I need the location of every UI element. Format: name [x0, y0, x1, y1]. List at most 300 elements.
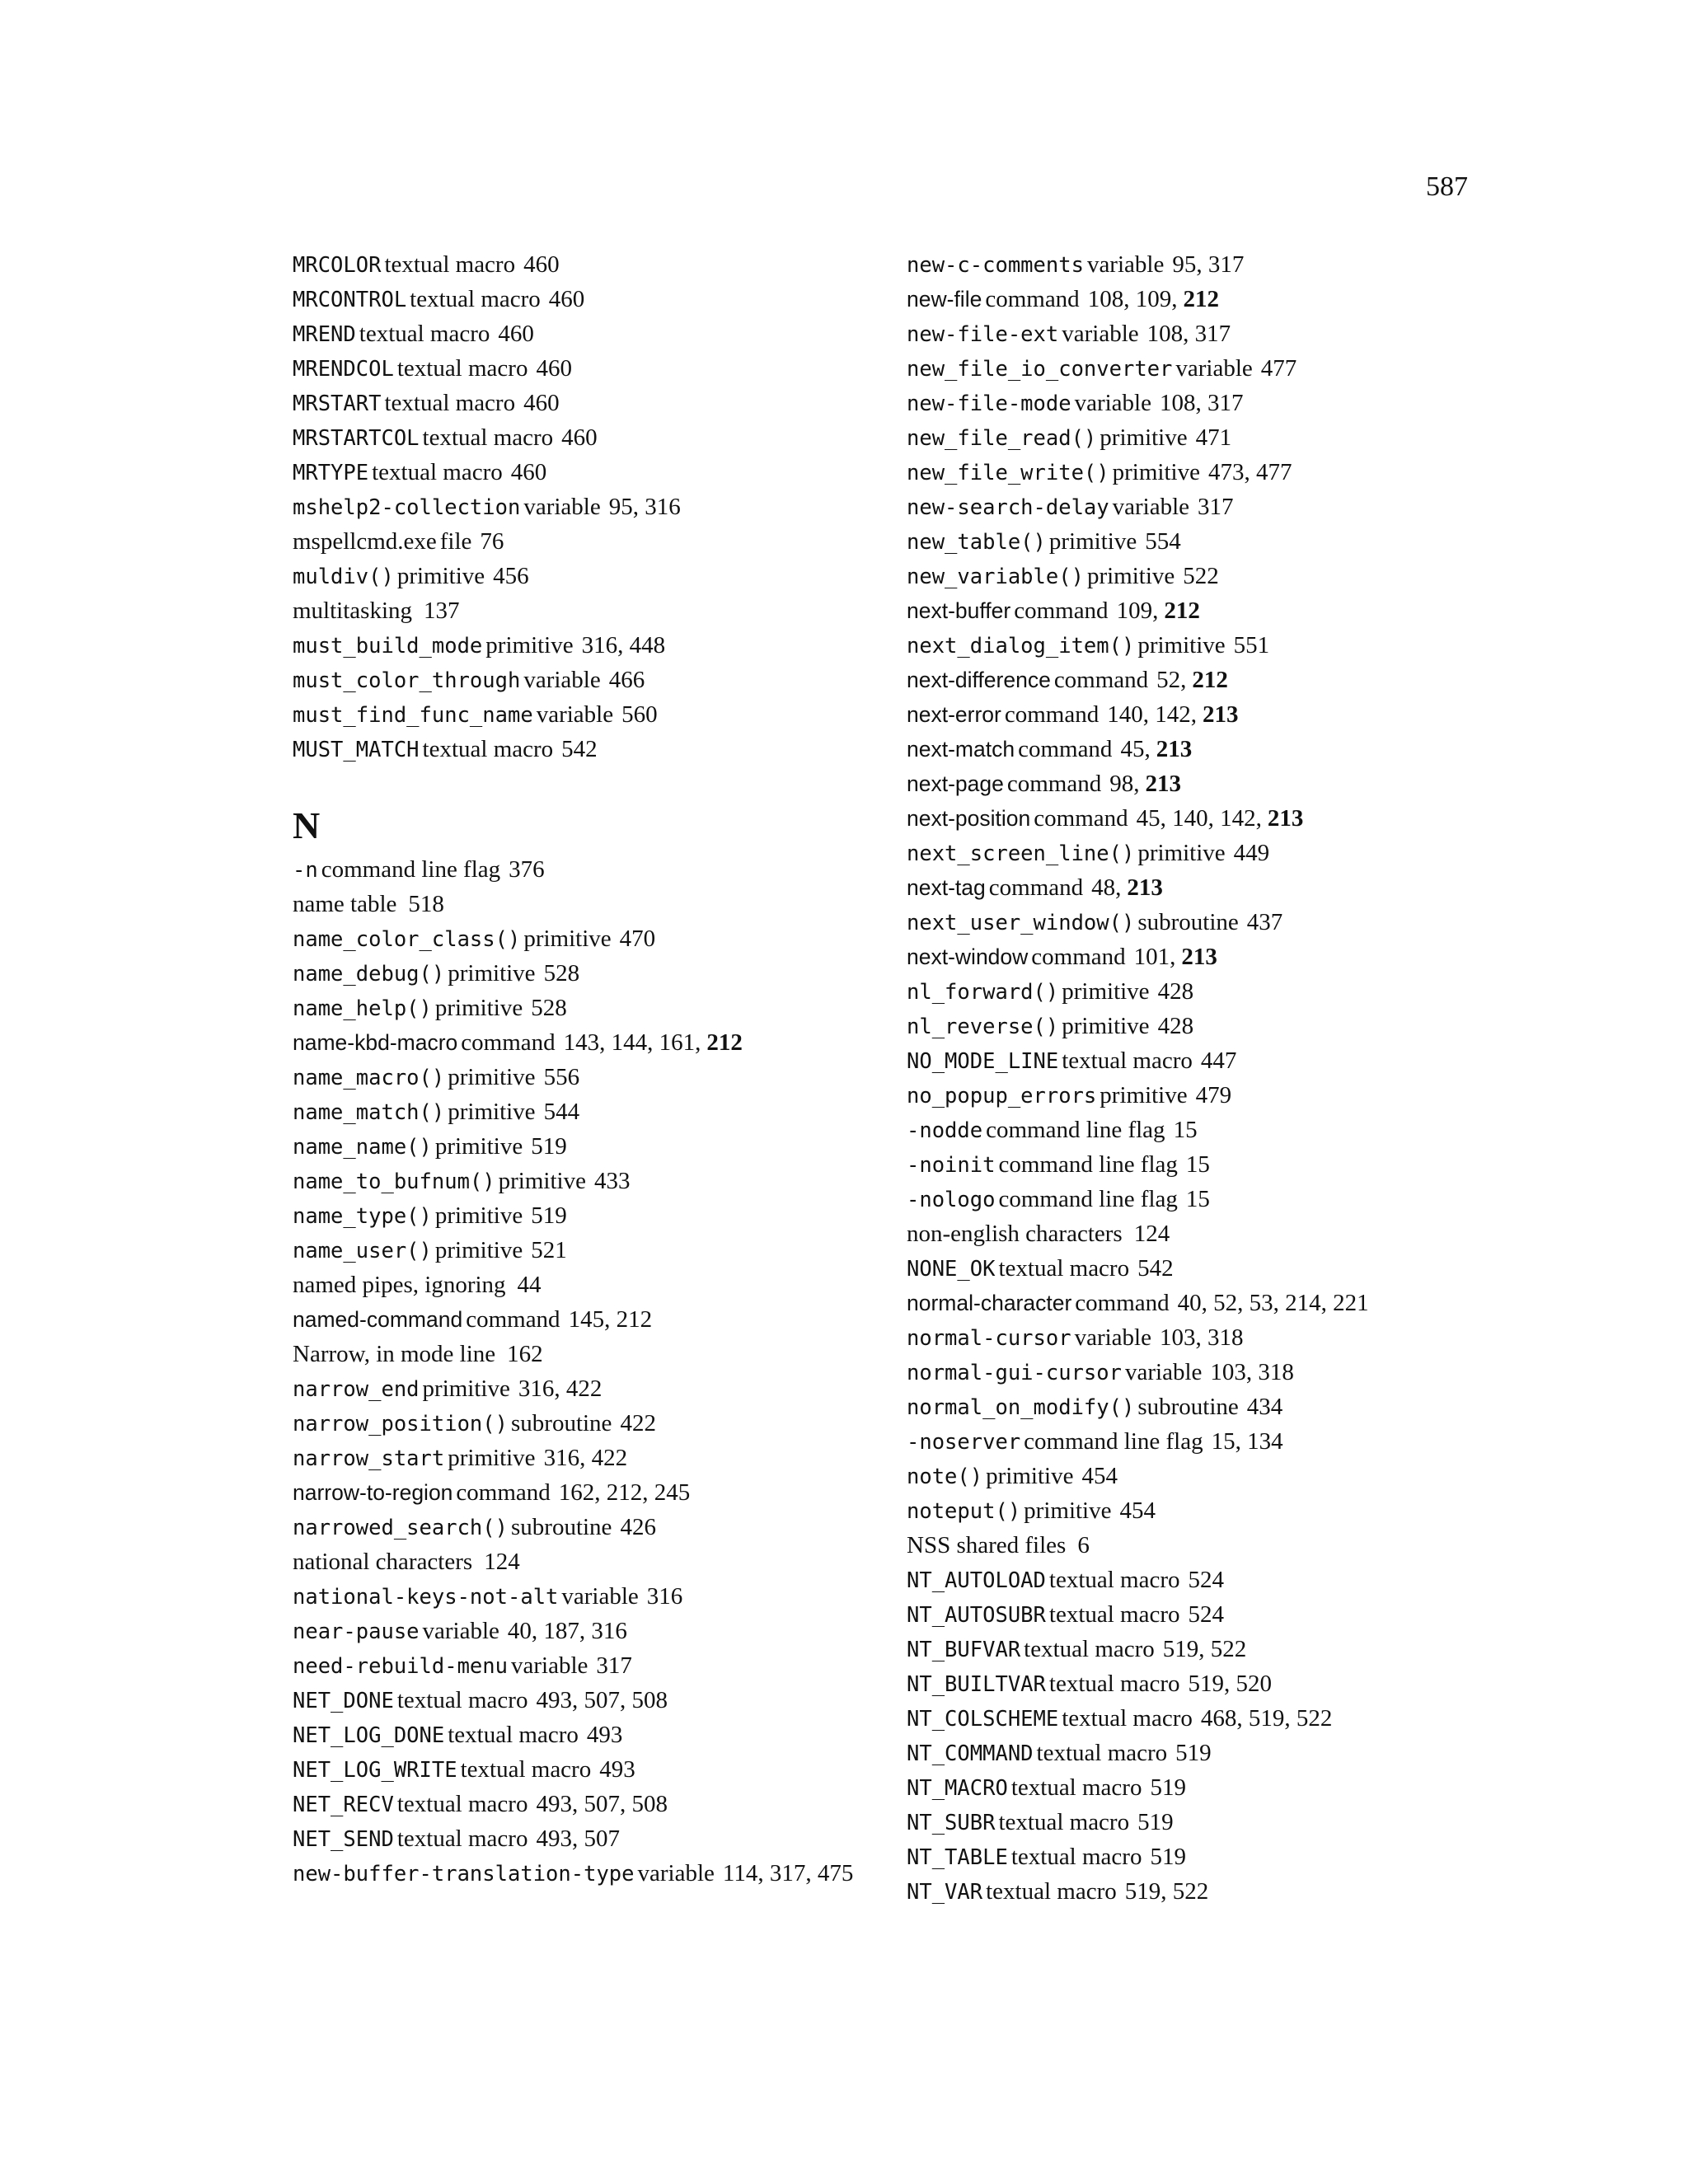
index-entry — [907, 870, 1500, 905]
page-references: 108, 317 — [1146, 321, 1231, 347]
index-entry-type: textual macro — [460, 1756, 592, 1783]
index-entry — [293, 991, 870, 1025]
index-entry — [293, 1614, 870, 1648]
index-entry — [293, 1787, 870, 1821]
index-term: narrowed_search() — [293, 1516, 508, 1540]
index-term: new-file-mode — [907, 391, 1071, 416]
index-entry-type: primitive — [1137, 840, 1226, 866]
page-references: 317 — [596, 1652, 632, 1679]
index-entry-type: command line flag — [986, 1117, 1165, 1143]
page-references: 45, 140, 142, — [1136, 805, 1262, 832]
page-references: 473, 477 — [1207, 459, 1292, 485]
primary-page-reference: 212 — [706, 1029, 743, 1056]
index-entry — [907, 559, 1500, 593]
page-references: 519, 520 — [1188, 1671, 1273, 1697]
page-references: 471 — [1195, 424, 1232, 451]
page-references: 108, 317 — [1159, 390, 1244, 416]
index-term: new-file — [907, 287, 982, 312]
index-entry-type: primitive — [434, 1133, 523, 1160]
index-entry — [293, 852, 870, 887]
primary-page-reference: 213 — [1156, 736, 1193, 762]
primary-page-reference: 213 — [1267, 805, 1304, 832]
index-entry-type: primitive — [448, 960, 536, 987]
index-term: NT_BUFVAR — [907, 1638, 1021, 1662]
index-entry-type: textual macro — [1048, 1671, 1180, 1697]
index-entry — [907, 905, 1500, 940]
index-entry — [907, 1113, 1500, 1147]
page-references: 95, 316 — [608, 494, 681, 520]
index-term: NT_VAR — [907, 1880, 983, 1905]
page-references: 466 — [608, 667, 645, 693]
index-entry-type: primitive — [986, 1463, 1074, 1489]
index-term: multitasking — [293, 598, 412, 624]
page-references: 554 — [1145, 528, 1181, 555]
index-entry — [293, 455, 870, 490]
index-term: NET_DONE — [293, 1689, 394, 1713]
page-references: 40, 187, 316 — [507, 1618, 627, 1644]
page-references: 449 — [1233, 840, 1270, 866]
index-entry — [293, 1164, 870, 1198]
index-entry-type: primitive — [1086, 563, 1175, 589]
index-entry-type: primitive — [1062, 978, 1150, 1005]
index-entry-type: primitive — [448, 1099, 536, 1125]
index-entry-type: textual macro — [1048, 1601, 1180, 1628]
index-entry — [907, 1493, 1500, 1528]
index-entry-type: command — [1034, 805, 1128, 832]
page-references: 426 — [620, 1514, 656, 1540]
index-entry-type: file — [439, 528, 472, 555]
page-references: 460 — [561, 424, 598, 451]
index-entry — [907, 836, 1500, 870]
page-references: 447 — [1200, 1047, 1237, 1074]
index-entry-type: command line flag — [321, 856, 501, 883]
primary-page-reference: 213 — [1181, 944, 1217, 970]
page-references: 560 — [621, 701, 658, 728]
index-entry — [907, 801, 1500, 836]
page-references: 95, 317 — [1172, 251, 1245, 278]
index-term: normal-cursor — [907, 1326, 1071, 1351]
index-term: MRENDCOL — [293, 357, 394, 382]
page-references: 460 — [523, 251, 560, 278]
index-term: MRSTARTCOL — [293, 426, 420, 451]
index-column-left — [293, 247, 870, 1891]
page-references: 528 — [543, 960, 580, 987]
index-entry-type: subroutine — [1137, 1394, 1239, 1420]
index-term: mshelp2-collection — [293, 495, 521, 520]
index-term: name_type() — [293, 1204, 432, 1229]
page-references: 519 — [1150, 1844, 1186, 1870]
page-references: 493 — [599, 1756, 635, 1783]
index-entry — [293, 247, 870, 282]
index-entry-type: primitive — [1048, 528, 1137, 555]
page-references: 145, 212 — [568, 1306, 653, 1333]
page-references: 493, 507 — [536, 1825, 620, 1852]
index-entry-type: variable — [1175, 355, 1253, 382]
index-term: must_color_through — [293, 668, 521, 693]
index-term: MREND — [293, 322, 356, 347]
index-term: normal_on_modify() — [907, 1395, 1135, 1420]
index-entry-type: command line flag — [1024, 1428, 1203, 1455]
index-entry-type: variable — [1074, 1324, 1151, 1351]
index-entry-type: variable — [523, 667, 601, 693]
index-term: named pipes, ignoring — [293, 1272, 506, 1298]
page-references: 519 — [531, 1133, 567, 1160]
index-entry-type: primitive — [1024, 1497, 1112, 1524]
index-entry-type: primitive — [422, 1376, 510, 1402]
index-entry — [907, 1805, 1500, 1840]
index-term: named-command — [293, 1307, 463, 1332]
index-entry-type: variable — [1112, 494, 1190, 520]
page-references: 109, — [1116, 598, 1159, 624]
index-entry — [907, 524, 1500, 559]
page-references: 316, 422 — [543, 1445, 628, 1471]
index-term: noteput() — [907, 1499, 1021, 1524]
index-entry-type: textual macro — [396, 1825, 528, 1852]
page-references: 140, 142, — [1107, 701, 1197, 728]
index-entry-type: textual macro — [1024, 1636, 1155, 1662]
page-references: 542 — [561, 736, 598, 762]
index-entry-type: command line flag — [998, 1186, 1178, 1212]
index-entry — [293, 1441, 870, 1475]
index-entry — [907, 593, 1500, 628]
index-entry — [907, 1424, 1500, 1459]
index-column-right — [907, 247, 1500, 1909]
index-entry-type: variable — [1086, 251, 1165, 278]
page-references: 316, 422 — [518, 1376, 603, 1402]
index-term: next_dialog_item() — [907, 634, 1135, 658]
index-entry-type: command line flag — [998, 1151, 1178, 1178]
index-term: NET_SEND — [293, 1827, 394, 1852]
index-entry — [907, 1216, 1500, 1251]
index-entry — [293, 593, 870, 628]
index-term: -noinit — [907, 1153, 996, 1178]
index-entry-type: primitive — [396, 563, 485, 589]
index-entry-type: textual macro — [998, 1255, 1130, 1282]
index-term: next_user_window() — [907, 911, 1135, 935]
page-references: 551 — [1233, 632, 1270, 658]
page-references: 460 — [523, 390, 560, 416]
index-entry-type: command — [988, 874, 1084, 901]
index-entry — [907, 1597, 1500, 1632]
page-references: 468, 519, 522 — [1200, 1705, 1333, 1732]
index-term: next_screen_line() — [907, 841, 1135, 866]
page-references: 316 — [646, 1583, 683, 1610]
index-entry-type: variable — [511, 1652, 588, 1679]
index-entry — [293, 1475, 870, 1510]
page-references: 437 — [1246, 909, 1283, 935]
index-entry — [907, 697, 1500, 732]
primary-page-reference: 212 — [1192, 667, 1228, 693]
index-entry — [907, 1736, 1500, 1770]
page-references: 542 — [1137, 1255, 1174, 1282]
index-entry — [293, 921, 870, 956]
index-entry-type: variable — [561, 1583, 639, 1610]
index-entry — [293, 1198, 870, 1233]
page-references: 108, 109, — [1087, 286, 1178, 312]
index-entry — [293, 1371, 870, 1406]
index-entry — [293, 1856, 870, 1891]
index-term: next-buffer — [907, 598, 1011, 623]
index-entry — [293, 1544, 870, 1579]
primary-page-reference: 213 — [1202, 701, 1239, 728]
page-references: 422 — [620, 1410, 656, 1436]
index-term: NT_COLSCHEME — [907, 1707, 1059, 1732]
page-references: 98, — [1109, 771, 1140, 797]
index-entry-type: command — [1053, 667, 1149, 693]
index-entry — [293, 956, 870, 991]
index-entry — [907, 1078, 1500, 1113]
index-term: no_popup_errors — [907, 1084, 1097, 1108]
index-term: new_table() — [907, 530, 1046, 555]
index-entry — [907, 247, 1500, 282]
index-entry-type: variable — [1074, 390, 1151, 416]
index-entry — [907, 974, 1500, 1009]
index-entry — [907, 316, 1500, 351]
index-entry-type: command — [1014, 598, 1109, 624]
index-term: next-match — [907, 737, 1015, 762]
page-references: 556 — [543, 1064, 580, 1090]
index-term: -nologo — [907, 1188, 996, 1212]
index-entry-type: textual macro — [422, 424, 554, 451]
index-term: note() — [907, 1465, 983, 1489]
index-entry — [907, 1632, 1500, 1666]
page-references: 15 — [1173, 1117, 1198, 1143]
index-entry — [293, 1718, 870, 1752]
index-term: narrow_start — [293, 1446, 445, 1471]
page-references: 137 — [424, 598, 460, 624]
index-term: new_variable() — [907, 565, 1084, 589]
index-entry — [907, 1701, 1500, 1736]
index-term: Narrow, in mode line — [293, 1341, 496, 1367]
page-references: 519 — [531, 1202, 567, 1229]
index-term: MUST_MATCH — [293, 738, 420, 762]
page-number: 587 — [1426, 171, 1468, 202]
index-term: narrow-to-region — [293, 1480, 453, 1505]
index-group-n — [293, 852, 870, 1891]
page-references: 103, 318 — [1159, 1324, 1244, 1351]
index-entry — [907, 490, 1500, 524]
index-entry-type: textual macro — [410, 286, 541, 312]
index-entry — [293, 1302, 870, 1337]
index-entry-type: textual macro — [1048, 1567, 1180, 1593]
index-entry — [907, 732, 1500, 766]
index-term: NT_AUTOLOAD — [907, 1568, 1046, 1593]
index-entry — [293, 1821, 870, 1856]
page-references: 45, — [1120, 736, 1151, 762]
index-entry — [907, 420, 1500, 455]
primary-page-reference: 213 — [1145, 771, 1181, 797]
index-entry — [907, 1563, 1500, 1597]
index-entry-type: primitive — [1137, 632, 1226, 658]
index-entry — [907, 1043, 1500, 1078]
index-entry-type: primitive — [498, 1168, 586, 1194]
index-term: new-buffer-translation-type — [293, 1862, 635, 1886]
page-references: 162 — [507, 1341, 543, 1367]
page-references: 519 — [1175, 1740, 1212, 1766]
index-entry-type: primitive — [448, 1445, 536, 1471]
index-entry — [907, 1147, 1500, 1182]
page-references: 524 — [1188, 1601, 1225, 1628]
index-term: must_find_func_name — [293, 703, 533, 728]
index-term: normal-character — [907, 1291, 1072, 1315]
index-term: NT_AUTOSUBR — [907, 1603, 1046, 1628]
page-references: 519, 522 — [1162, 1636, 1247, 1662]
index-entry — [907, 1182, 1500, 1216]
index-entry — [293, 1579, 870, 1614]
index-group-n-continued — [907, 247, 1500, 1909]
index-term: MRSTART — [293, 391, 382, 416]
index-entry — [907, 1009, 1500, 1043]
index-term: -noserver — [907, 1430, 1021, 1455]
index-term: name_help() — [293, 996, 432, 1021]
index-entry — [907, 1874, 1500, 1909]
page-references: 124 — [484, 1549, 520, 1575]
page-references: 477 — [1260, 355, 1297, 382]
index-entry-type: textual macro — [396, 1687, 528, 1713]
page-references: 15 — [1185, 1186, 1210, 1212]
page-references: 40, 52, 53, 214, 221 — [1177, 1290, 1369, 1316]
index-entry-type: textual macro — [384, 390, 516, 416]
index-entry-type: command — [456, 1479, 551, 1506]
index-entry — [293, 524, 870, 559]
index-group-m — [293, 247, 870, 766]
index-entry — [293, 1337, 870, 1371]
index-entry-type: primitive — [523, 926, 612, 952]
index-term: NT_MACRO — [907, 1776, 1008, 1801]
index-term: next-position — [907, 806, 1031, 831]
page-references: 460 — [498, 321, 534, 347]
index-term: new_file_io_converter — [907, 357, 1173, 382]
page-references: 528 — [531, 995, 567, 1021]
index-term: narrow_end — [293, 1377, 420, 1402]
index-entry — [293, 1025, 870, 1060]
index-term: must_build_mode — [293, 634, 483, 658]
page-references: 519 — [1150, 1774, 1186, 1801]
index-entry — [293, 1094, 870, 1129]
primary-page-reference: 212 — [1164, 598, 1200, 624]
page-references: 544 — [543, 1099, 580, 1125]
index-term: name_debug() — [293, 962, 445, 987]
index-entry — [907, 455, 1500, 490]
index-term: nl_forward() — [907, 980, 1059, 1005]
index-entry-type: primitive — [1112, 459, 1200, 485]
index-entry — [907, 282, 1500, 316]
index-entry — [293, 490, 870, 524]
index-entry — [293, 1233, 870, 1268]
index-entry-type: command — [461, 1029, 556, 1056]
index-entry-type: primitive — [434, 995, 523, 1021]
index-term: NT_TABLE — [907, 1845, 1008, 1870]
index-entry-type: command — [1075, 1290, 1170, 1316]
index-entry — [907, 1286, 1500, 1320]
index-entry — [907, 386, 1500, 420]
index-term: -nodde — [907, 1118, 983, 1143]
index-term: name_name() — [293, 1135, 432, 1160]
index-entry — [907, 766, 1500, 801]
index-entry-type: textual macro — [1010, 1774, 1142, 1801]
index-term: national-keys-not-alt — [293, 1585, 559, 1610]
index-term: MRCONTROL — [293, 288, 407, 312]
index-entry — [907, 1528, 1500, 1563]
index-term: nl_reverse() — [907, 1015, 1059, 1039]
page-references: 460 — [548, 286, 585, 312]
index-entry-type: variable — [536, 701, 614, 728]
index-entry-type: textual macro — [1036, 1740, 1168, 1766]
index-entry — [907, 940, 1500, 974]
index-term: national characters — [293, 1549, 473, 1575]
index-entry — [293, 282, 870, 316]
index-entry — [293, 732, 870, 766]
index-entry — [907, 1770, 1500, 1805]
index-term: narrow_position() — [293, 1412, 508, 1436]
index-term: MRTYPE — [293, 461, 369, 485]
index-term: NO_MODE_LINE — [907, 1049, 1059, 1074]
page-references: 317 — [1198, 494, 1234, 520]
index-term: NET_LOG_WRITE — [293, 1758, 457, 1783]
index-term: next-page — [907, 771, 1004, 796]
index-term: name_color_class() — [293, 927, 521, 952]
index-entry-type: textual macro — [1062, 1705, 1193, 1732]
page-references: 460 — [510, 459, 547, 485]
primary-page-reference: 212 — [1183, 286, 1219, 312]
index-term: non-english characters — [907, 1221, 1123, 1247]
index-entry — [293, 663, 870, 697]
page-references: 460 — [536, 355, 572, 382]
index-entry-type: variable — [523, 494, 601, 520]
index-entry-type: command — [1031, 944, 1126, 970]
index-term: need-rebuild-menu — [293, 1654, 508, 1679]
index-term: new_file_read() — [907, 426, 1097, 451]
index-term: next-tag — [907, 875, 986, 900]
index-entry — [293, 887, 870, 921]
page-references: 103, 318 — [1210, 1359, 1294, 1385]
index-entry-type: primitive — [1100, 424, 1188, 451]
page-references: 15 — [1185, 1151, 1210, 1178]
index-term: name table — [293, 891, 397, 917]
index-entry-type: command — [1004, 701, 1100, 728]
index-term: NT_COMMAND — [907, 1741, 1034, 1766]
page-references: 44 — [517, 1272, 542, 1298]
index-entry — [907, 1355, 1500, 1390]
page-references: 493 — [586, 1722, 623, 1748]
index-term: NT_SUBR — [907, 1811, 996, 1835]
index-term: new-file-ext — [907, 322, 1059, 347]
index-entry — [293, 351, 870, 386]
page-references: 48, — [1091, 874, 1122, 901]
index-entry — [293, 1648, 870, 1683]
page-references: 454 — [1119, 1497, 1156, 1524]
index-term: NET_LOG_DONE — [293, 1723, 445, 1748]
index-entry — [293, 1060, 870, 1094]
index-entry-type: subroutine — [511, 1410, 612, 1436]
page-references: 162, 212, 245 — [558, 1479, 691, 1506]
index-entry-type: textual macro — [396, 1791, 528, 1817]
page-references: 114, 317, 475 — [722, 1860, 854, 1886]
page-references: 52, — [1156, 667, 1187, 693]
index-term: NT_BUILTVAR — [907, 1672, 1046, 1697]
index-entry — [293, 1510, 870, 1544]
index-entry-type: primitive — [434, 1237, 523, 1263]
page-references: 433 — [593, 1168, 631, 1194]
page-references: 521 — [531, 1237, 567, 1263]
index-term: name_match() — [293, 1100, 445, 1125]
page-references: 316, 448 — [581, 632, 666, 658]
index-entry — [293, 316, 870, 351]
page-references: 519, 522 — [1124, 1878, 1209, 1905]
index-term: name_to_bufnum() — [293, 1169, 495, 1194]
index-entry-type: subroutine — [1137, 909, 1239, 935]
page-references: 456 — [493, 563, 529, 589]
